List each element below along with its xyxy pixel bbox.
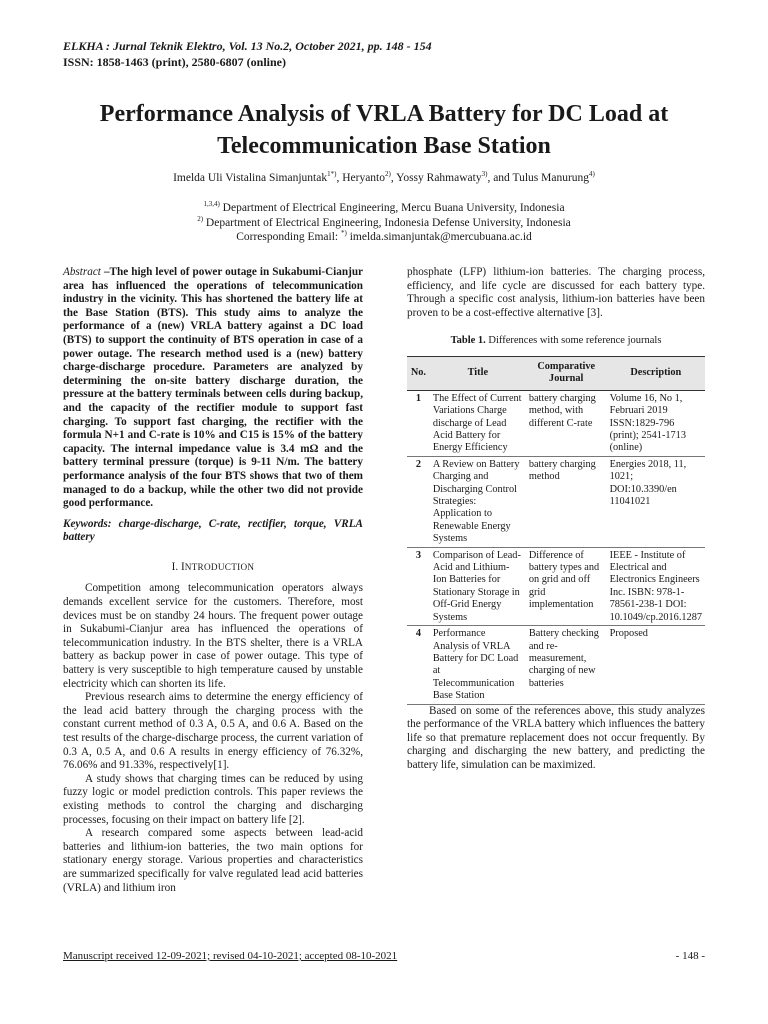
table-cell: Difference of battery types and on grid and off grid implementation: [526, 547, 607, 625]
affiliations: [40, 201, 728, 245]
table-caption: [407, 334, 705, 348]
page-number: - 148 -: [675, 950, 705, 962]
intro-paragraph: Competition among telecommunication operators always demands excellent service for the customers. Therefore, most devices must be on standby 24 hours. The frequent power outage in Sukabumi-Cianjur area has influenced the operations of telecommunication industry. In the BTS shelter, there is a VRLA battery as backup power in case of power outage. This type of battery is very susceptible to high temperature caused by unstable electricity which can shorten its life.: [63, 582, 363, 690]
email-label: Corresponding Email:: [236, 231, 339, 243]
table-cell: battery charging method: [526, 456, 607, 547]
table-cell: Performance Analysis of VRLA Battery for DC Load at Telecommunication Base Station: [430, 626, 526, 704]
table-cell: IEEE - Institute of Electrical and Electronics Engineers Inc. ISBN: 978-1-78561-238-1 DOI: 10.1049/cp.2016.1287: [607, 547, 705, 625]
email-address[interactable]: imelda.simanjuntak@mercubuana.ac.id: [349, 231, 532, 243]
author-name: Yossy Rahmawaty: [396, 172, 482, 184]
intro-paragraph: Previous research aims to determine the energy efficiency of the lead acid battery through the charging process with the constant current method of 0.3 A, 0.5 A, and 0.6 A. Based on the test results of the charge-discharge process, the current variation of 0.3 A, 0.5 A, and 0.6 A results in energy efficiency of 76.32%, 76.06% and 91.33%, respectively[1].: [63, 691, 363, 772]
column-header-title: Title: [430, 356, 526, 390]
table-caption-label: Table 1.: [450, 335, 486, 347]
author-name: and Tulus Manurung: [493, 172, 590, 184]
corresponding-email: [40, 230, 728, 245]
section-heading-introduction: [63, 561, 363, 575]
manuscript-dates: Manuscript received 12-09-2021; revised 04-10-2021; accepted 08-10-2021: [63, 950, 398, 962]
running-header: [63, 38, 432, 70]
table-cell: Volume 16, No 1, Februari 2019 ISSN:1829-796 (print); 2541-1713 (online): [607, 390, 705, 456]
paper-title: Performance Analysis of VRLA Battery for DC Load at Telecommunication Base Station: [99, 101, 669, 159]
table-cell: 2: [407, 456, 430, 547]
table-cell: 1: [407, 390, 430, 456]
affiliation-text: Department of Electrical Engineering, Indonesia Defense University, Indonesia: [205, 216, 571, 229]
table-cell: 3: [407, 547, 430, 625]
affiliation-sup: 2): [197, 214, 204, 223]
body-paragraph: Based on some of the references above, this study analyzes the performance of the VRLA battery which influences the battery life so that premature replacement does not occur frequently. By charging and discharging the new battery, and predicting the battery life, simulation can be maximized.: [407, 704, 705, 771]
author-sup: 4): [589, 170, 595, 179]
author-sup: 1*): [327, 170, 337, 179]
section-title-initial: I: [180, 560, 185, 573]
journal-citation: ELKHA : Jurnal Teknik Elektro, Vol. 13 No.2, October 2021, pp. 148 - 154: [63, 39, 432, 53]
table-header-row: [407, 356, 705, 390]
table-row: [407, 390, 705, 456]
author-list: Imelda Uli Vistalina Simanjuntak$^{1*)}$, Heryanto$^{2)}$, Yossy Rahmawaty$^{3)}$, and Tulus Manurung$^{4)}$: [173, 170, 595, 184]
author-sup: 2): [385, 170, 391, 179]
table-caption-text: Differences with some reference journals: [488, 335, 662, 347]
intro-paragraph: A research compared some aspects between lead-acid batteries and lithium-ion batteries, the two main options for stationary energy storage. Various properties and characteristics are summarized specifically for valve regulated lead acid batteries (VRLA) and lithium iron: [63, 827, 363, 894]
section-title-rest: NTRODUCTION: [184, 561, 255, 572]
right-column: [407, 266, 705, 773]
table-cell: Comparison of Lead-Acid and Lithium-Ion Batteries for Stationary Storage in Off-Grid Energy Systems: [430, 547, 526, 625]
intro-paragraph: A study shows that charging times can be reduced by using fuzzy logic or model prediction controls. This paper reviews the existing methods to control the charging and discharging processes, focusing on their impact on battery life [2].: [63, 772, 363, 826]
column-header-no: No.: [407, 356, 430, 390]
affiliation-sup: 1,3,4): [203, 200, 220, 209]
table-cell: A Review on Battery Charging and Discharging Control Strategies: Application to Renewable Energy Systems: [430, 456, 526, 547]
reference-table: [407, 356, 705, 705]
left-column: [63, 266, 363, 895]
section-number: I.: [171, 560, 179, 573]
author-name: Heryanto: [342, 172, 385, 184]
table-cell: 4: [407, 626, 430, 704]
column-header-comparative: Comparative Journal: [526, 356, 607, 390]
keywords: Keywords: charge-discharge, C-rate, rectifier, torque, VRLA battery: [63, 517, 363, 544]
column-header-description: Description: [607, 356, 705, 390]
affiliation-2: [40, 216, 728, 231]
table-cell: battery charging method, with different C-rate: [526, 390, 607, 456]
email-sup: *): [340, 229, 347, 238]
author-name: Imelda Uli Vistalina Simanjuntak: [173, 172, 328, 184]
table-cell: Proposed: [607, 626, 705, 704]
affiliation-1: [40, 201, 728, 216]
abstract-label: Abstract: [63, 266, 101, 278]
affiliation-text: Department of Electrical Engineering, Mercu Buana University, Indonesia: [222, 202, 565, 214]
table-cell: The Effect of Current Variations Charge discharge of Lead Acid Battery for Energy Efficiency: [430, 390, 526, 456]
table-row: [407, 626, 705, 704]
page-footer: [63, 950, 705, 962]
table-row: [407, 456, 705, 547]
abstract: [63, 266, 363, 511]
intro-paragraph-continued: phosphate (LFP) lithium-ion batteries. The charging process, efficiency, and life cycle are discussed for each battery type. Through a specific cost analysis, lithium-ion batteries have been proven to be a cost-effective alternative [3].: [407, 266, 705, 319]
abstract-text: –The high level of power outage in Sukabumi-Cianjur area has influenced the operations of telecommunication industry in the vicinity. This has shortened the battery life at the Base Station (BTS). This study aims to analyze the performance of a (new) VRLA battery against a DC load (BTS) to support the continuity of BTS operation in case of a power outage. The research method used is a (new) battery charge-discharge procedure. Parameters are analyzed by determining the on-site battery discharge duration, the pressure at the battery terminals between cells during backup, and the capacity of the rectifier module to support fast charging. To support fast charging, the rectifier with the formula N+1 and C-rate is 10% and C15 is 15% of the battery capacity. The internal impedance value is 3.4 mΩ and the battery terminal pressure (torque) is 9-11 N/m. The battery performance analysis of the four BTS shows that two of them managed to do a backup, while the other two did not provide good performance.: [63, 266, 364, 510]
author-sup: 3): [481, 170, 488, 179]
table-cell: Energies 2018, 11, 1021; DOI:10.3390/en 11041021: [607, 456, 705, 547]
table-cell: Battery checking and re-measurement, charging of new batteries: [526, 626, 607, 704]
table-row: [407, 547, 705, 625]
issn-line: ISSN: 1858-1463 (print), 2580-6807 (online): [63, 55, 287, 69]
